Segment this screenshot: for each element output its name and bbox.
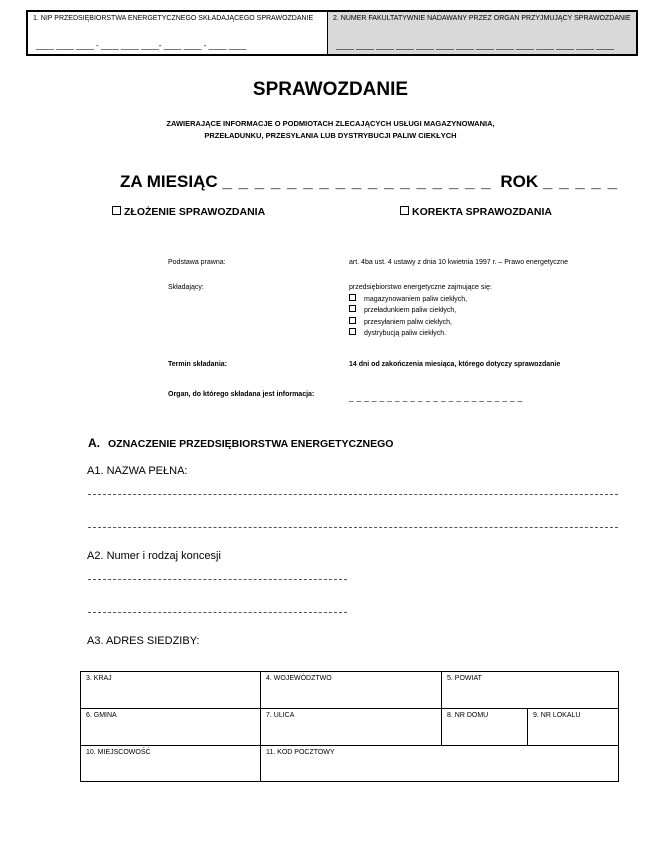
correction-checkbox[interactable]: [400, 206, 409, 215]
submitter-option-transshipment[interactable]: przeładunkiem paliw ciekłych,: [349, 305, 492, 317]
transmission-checkbox[interactable]: [349, 317, 356, 324]
correction-label: KOREKTA SPRAWOZDANIA: [412, 206, 552, 218]
optional-number-label: 2. NUMER FAKULTATYWNIE NADAWANY PRZEZ ORGAN PRZYJMUJĄCY SPRAWOZDANIE: [333, 15, 631, 22]
optional-number-blanks[interactable]: ____ ____ ____ ____ ____ ____ ____ ____ ____ ____ ____ ____ ____ ____: [336, 41, 615, 50]
optional-number-field[interactable]: [328, 12, 636, 54]
submitter-block: [349, 283, 492, 340]
voivodeship-label: 4. WOJEWÓDZTWO: [266, 675, 332, 682]
house-number-cell[interactable]: [442, 709, 527, 745]
month-label: ZA MIESIĄC: [120, 172, 218, 191]
correction-option[interactable]: [400, 206, 552, 218]
locality-label: 10. MIEJSCOWOŚĆ: [86, 749, 151, 756]
submission-option[interactable]: [112, 206, 265, 218]
locality-cell[interactable]: [81, 746, 260, 781]
license-label: A2. Numer i rodzaj koncesji: [87, 550, 221, 562]
authority-label: Organ, do którego składana jest informacja:: [168, 391, 315, 398]
submission-checkbox[interactable]: [112, 206, 121, 215]
address-table: [80, 671, 619, 782]
postal-code-label: 11. KOD POCZTOWY: [266, 749, 335, 756]
section-a-letter: A.: [88, 436, 100, 450]
distribution-checkbox[interactable]: [349, 328, 356, 335]
legal-basis-label: Podstawa prawna:: [168, 259, 226, 266]
license-input-line-2[interactable]: [88, 612, 347, 613]
address-label: A3. ADRES SIEDZIBY:: [87, 635, 200, 647]
deadline-label: Termin składania:: [168, 361, 228, 368]
submission-label: ZŁOŻENIE SPRAWOZDANIA: [124, 206, 266, 218]
postal-code-cell[interactable]: [261, 746, 618, 781]
full-name-label: A1. NAZWA PEŁNA:: [87, 465, 188, 477]
section-a-heading: [88, 436, 393, 450]
legal-basis-value: art. 4ba ust. 4 ustawy z dnia 10 kwietnia 1997 r. – Prawo energetyczne: [349, 259, 569, 266]
deadline-value: 14 dni od zakończenia miesiąca, którego dotyczy sprawozdanie: [349, 361, 561, 368]
county-cell[interactable]: [442, 672, 618, 708]
house-number-label: 8. NR DOMU: [447, 712, 489, 719]
submitter-option-distribution[interactable]: dystrybucją paliw ciekłych.: [349, 328, 492, 340]
header-boxes: [26, 10, 638, 56]
voivodeship-cell[interactable]: [261, 672, 441, 708]
county-label: 5. POWIAT: [447, 675, 482, 682]
subtitle-line-2: PRZEŁADUNKU, PRZESYŁANIA LUB DYSTRYBUCJI PALIW CIEKŁYCH: [204, 131, 457, 140]
nip-field[interactable]: [28, 12, 328, 54]
subtitle-line-1: ZAWIERAJĄCE INFORMACJE O PODMIOTACH ZLECAJĄCYCH USŁUGI MAGAZYNOWANIA,: [166, 119, 495, 128]
year-input-blank[interactable]: _ _ _ _ _: [542, 172, 619, 191]
transshipment-checkbox[interactable]: [349, 305, 356, 312]
year-label: ROK: [500, 172, 539, 191]
full-name-input-line-1[interactable]: [88, 494, 618, 495]
commune-label: 6. GMINA: [86, 712, 117, 719]
country-label: 3. KRAJ: [86, 675, 112, 682]
submitter-intro: przedsiębiorstwo energetyczne zajmujące się:: [349, 284, 492, 291]
page-subtitle: [0, 118, 661, 142]
country-cell[interactable]: [81, 672, 260, 708]
authority-input-blank[interactable]: _ _ _ _ _ _ _ _ _ _ _ _ _ _ _ _ _ _ _ _ _ _ _: [349, 393, 523, 402]
nip-label: 1. NIP PRZEDSIĘBIORSTWA ENERGETYCZNEGO SKŁADAJĄCEGO SPRAWOZDANIE: [33, 15, 314, 22]
month-input-blank[interactable]: _ _ _ _ _ _ _ _ _ _ _ _ _ _ _ _ _: [222, 172, 492, 191]
license-input-line-1[interactable]: [88, 579, 347, 580]
section-a-title: OZNACZENIE PRZEDSIĘBIORSTWA ENERGETYCZNEGO: [108, 438, 394, 450]
submitter-option-transmission[interactable]: przesyłaniem paliw ciekłych,: [349, 317, 492, 329]
full-name-input-line-2[interactable]: [88, 527, 618, 528]
reporting-period: [120, 172, 618, 192]
commune-cell[interactable]: [81, 709, 260, 745]
page-title: SPRAWOZDANIE: [252, 79, 409, 100]
submitter-option-storage[interactable]: magazynowaniem paliw ciekłych,: [349, 294, 492, 306]
apartment-number-label: 9. NR LOKALU: [533, 712, 581, 719]
nip-input-blanks[interactable]: ____ ____ ____ - ____ ____ ____- ____ ____ - ____ ____: [36, 41, 247, 50]
apartment-number-cell[interactable]: [528, 709, 618, 745]
street-cell[interactable]: [261, 709, 441, 745]
storage-checkbox[interactable]: [349, 294, 356, 301]
submitter-label: Składający:: [168, 284, 204, 291]
street-label: 7. ULICA: [266, 712, 295, 719]
